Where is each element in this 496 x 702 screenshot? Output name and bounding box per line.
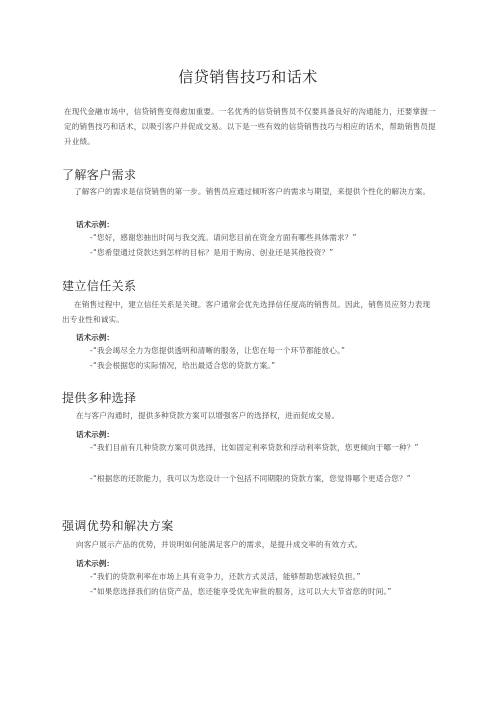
section-heading-offer-choices: 提供多种选择 [62, 391, 137, 405]
example-item: -“我会竭尽全力为您提供透明和清晰的服务，让您在每一个环节都能放心。” [90, 346, 346, 355]
example-item: -“我会根据您的实际情况，给出最适合您的贷款方案。” [90, 361, 276, 370]
document-title: 信贷销售技巧和话术 [178, 68, 318, 86]
intro-paragraph: 在现代金融市场中，信贷销售变得愈加重要。一名优秀的信贷销售员不仅要具备良好的沟通能力，还要掌握一定的销售技巧和话术，以吸引客户并促成交易。以下是一些有效的信贷销售技巧与相应的话术，帮助销售员提升业绩。 [64, 107, 436, 146]
example-label: 话术示例： [76, 430, 114, 439]
section-heading-understand-needs: 了解客户需求 [62, 168, 137, 182]
section-heading-highlight-advantages: 强调优势和解决方案 [62, 519, 174, 533]
example-label: 话术示例： [76, 333, 114, 342]
section-body-understand-needs: 了解客户的需求是信贷销售的第一步。销售员应通过倾听客户的需求与期望，来提供个性化的解决方案。 [74, 187, 431, 196]
section-heading-build-trust: 建立信任关系 [62, 279, 137, 293]
example-item: -“我们的贷款利率在市场上具有竞争力，还款方式灵活，能够帮助您减轻负担。” [90, 572, 361, 581]
section-body-highlight-advantages: 向客户展示产品的优势，并说明如何能满足客户的需求，是提升成交率的有效方式。 [76, 540, 363, 549]
example-item: -“根据您的还款能力，我可以为您设计一个包括不同期限的贷款方案，您觉得哪个更适合您？” [90, 474, 411, 483]
example-label: 话术示例： [76, 220, 114, 229]
example-item: -“我们目前有几种贷款方案可供选择，比如固定利率贷款和浮动利率贷款，您更倾向于哪一种？” [90, 443, 419, 452]
section-body-build-trust: 在销售过程中，建立信任关系是关键。客户通常会优先选择信任度高的销售员。因此，销售员应努力表现出专业性和诚实。 [62, 300, 431, 324]
example-item: -“您希望通过贷款达到怎样的目标？是用于购房、创业还是其他投资？” [90, 248, 334, 257]
example-item: -“您好，感谢您抽出时间与我交流。请问您目前在资金方面有哪些具体需求？” [90, 233, 357, 242]
example-label: 话术示例： [76, 559, 114, 568]
example-item: -“如果您选择我们的信贷产品，您还能享受优先审批的服务，这可以大大节省您的时间。” [90, 587, 392, 596]
section-body-offer-choices: 在与客户沟通时，提供多种贷款方案可以增强客户的选择权，进而促成交易。 [76, 411, 340, 420]
